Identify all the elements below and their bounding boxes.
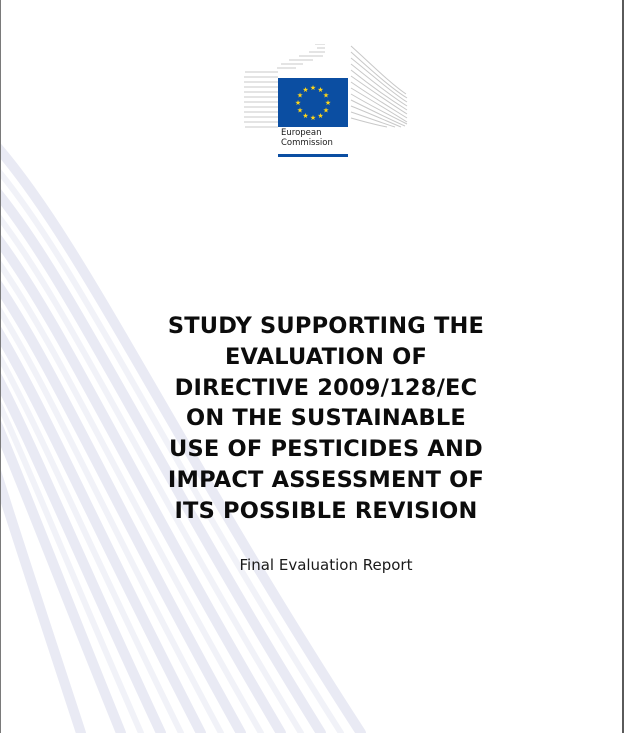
svg-text:★: ★ [317, 86, 324, 94]
logo-text [281, 128, 333, 148]
svg-text:★: ★ [302, 112, 309, 120]
svg-text:★: ★ [296, 106, 304, 115]
svg-text:★: ★ [317, 112, 324, 120]
svg-text:★: ★ [294, 99, 302, 107]
svg-text:★: ★ [309, 114, 317, 122]
svg-text:★: ★ [322, 106, 330, 115]
report-subtitle: Final Evaluation Report [239, 556, 413, 574]
svg-text:★: ★ [322, 91, 330, 100]
logo-line-european: European [281, 128, 322, 138]
logo-underline [278, 154, 348, 157]
svg-text:★: ★ [309, 84, 317, 92]
svg-text:★: ★ [296, 91, 304, 100]
logo-line-commission: Commission [281, 138, 333, 148]
svg-text:★: ★ [302, 86, 309, 94]
report-title: STUDY SUPPORTING THE EVALUATION OF DIRECTIVE 2009/128/EC ON THE SUSTAINABLE USE OF PESTICIDES AND IMPACT ASSESSMENT OF ITS POSSIBLE REVISION [167, 313, 485, 524]
svg-text:★: ★ [324, 99, 332, 107]
